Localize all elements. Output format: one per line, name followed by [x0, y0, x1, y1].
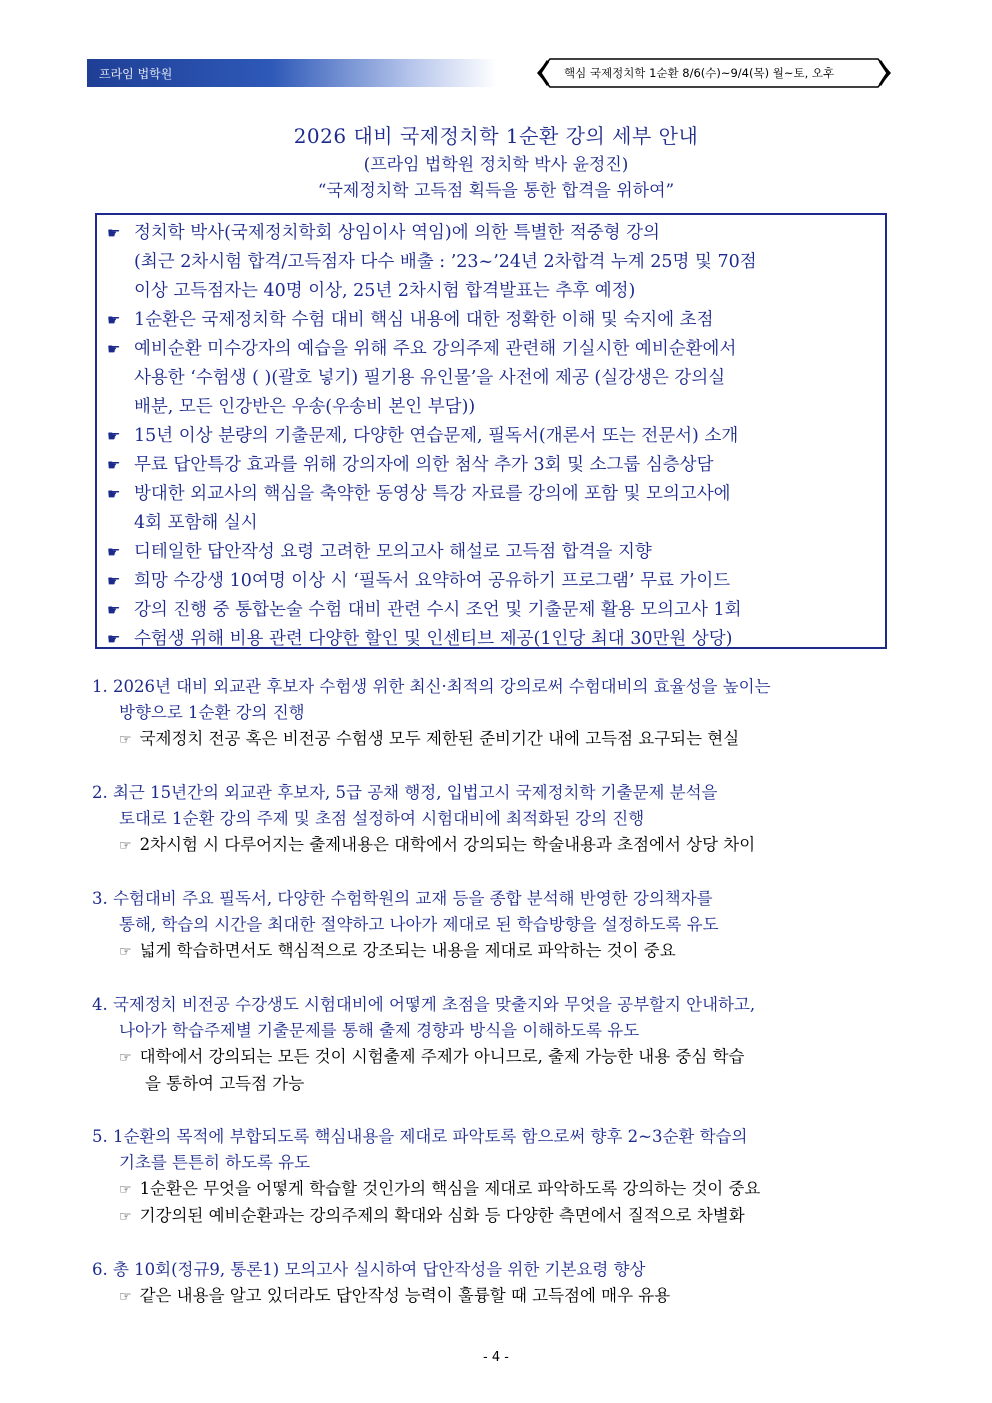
highlight-text: 무료 답안특강 효과를 위해 강의자에 의한 첨삭 추가 3회 및 소그룹 심층상담	[134, 455, 714, 475]
detail-item	[92, 1257, 892, 1310]
pointing-hand-icon: ☛	[107, 485, 121, 503]
pointing-hand-outline-icon: ☞	[119, 838, 132, 854]
detail-heading-line: 토대로 1순환 강의 주제 및 초점 설정하여 시험대비에 최적화된 강의 진행	[119, 809, 645, 828]
highlight-text: 정치학 박사(국제정치학회 상임이사 역임)에 의한 특별한 적중형 강의	[134, 223, 660, 243]
highlight-text: 수험생 위해 비용 관련 다양한 할인 및 인센티브 제공(1인당 최대 30만원 상당)	[134, 629, 733, 649]
pointing-hand-outline-icon: ☞	[119, 944, 132, 960]
detail-note-text: 기강의된 예비순환과는 강의주제의 확대와 심화 등 다양한 측면에서 질적으로 차별화	[139, 1206, 745, 1225]
pointing-hand-outline-icon: ☞	[119, 1182, 132, 1198]
pointing-hand-icon: ☛	[107, 224, 121, 242]
detail-heading-line: 6. 총 10회(정규9, 통론1) 모의고사 실시하여 답안작성을 위한 기본요령 향상	[92, 1260, 646, 1279]
highlight-line	[107, 335, 885, 364]
highlight-line	[107, 625, 885, 654]
detail-heading-line: 2. 최근 15년간의 외교관 후보자, 5급 공채 행정, 입법고시 국제정치학 기출문제 분석을	[92, 783, 718, 802]
detail-note-line	[92, 726, 892, 753]
pointing-hand-icon: ☛	[107, 630, 121, 648]
detail-heading-line: 3. 수험대비 주요 필독서, 다양한 수험학원의 교재 등을 종합 분석해 반영한 강의책자를	[92, 889, 713, 908]
header-course-label: 핵심 국제정치학 1순환 8/6(수)~9/4(목) 월~토, 오후	[564, 66, 835, 80]
highlight-line	[107, 480, 885, 509]
pointing-hand-icon: ☛	[107, 427, 121, 445]
pointing-hand-icon: ☛	[107, 543, 121, 561]
highlight-text: 이상 고득점자는 40명 이상, 25년 2차시험 합격발표는 추후 예정)	[134, 281, 636, 301]
detail-note-text: 넓게 학습하면서도 핵심적으로 강조되는 내용을 제대로 파악하는 것이 중요	[139, 941, 676, 960]
highlight-text: 희망 수강생 10여명 이상 시 ‘필독서 요약하여 공유하기 프로그램’ 무료 가이드	[134, 571, 731, 591]
detail-note-text: 대학에서 강의되는 모든 것이 시험출제 주제가 아니므로, 출제 가능한 내용 중심 학습	[139, 1047, 745, 1066]
header-brand-label: 프라임 법학원	[99, 66, 173, 81]
header-course-tag	[536, 58, 892, 88]
highlight-text: 배분, 모든 인강반은 우송(우송비 본인 부담))	[134, 397, 476, 417]
detail-heading-line: 기초를 튼튼히 하도록 유도	[119, 1153, 311, 1172]
detail-heading-line: 5. 1순환의 목적에 부합되도록 핵심내용을 제대로 파악토록 함으로써 향후 2~3순환 학습의	[92, 1127, 748, 1146]
pointing-hand-icon: ☛	[107, 311, 121, 329]
detail-note-line	[92, 1071, 892, 1097]
title-line-1: 2026 대비 국제정치학 1순환 강의 세부 안내	[293, 124, 699, 148]
highlight-text: 사용한 ‘수험생 ( )(괄호 넣기) 필기용 유인물’을 사전에 제공 (실강생은 강의실	[134, 368, 726, 388]
detail-heading-line: 1. 2026년 대비 외교관 후보자 수험생 위한 최신·최적의 강의로써 수험대비의 효율성을 높이는	[92, 677, 771, 696]
pointing-hand-outline-icon: ☞	[119, 1289, 132, 1305]
pointing-hand-icon: ☛	[107, 340, 121, 358]
highlight-line	[107, 393, 885, 422]
detail-note-text: 국제정치 전공 혹은 비전공 수험생 모두 제한된 준비기간 내에 고득점 요구되는 현실	[139, 729, 740, 748]
title-line-3: “국제정치학 고득점 획득을 통한 합격을 위하여”	[317, 181, 675, 201]
detail-note-text: 1순환은 무엇을 어떻게 학습할 것인가의 핵심을 제대로 파악하도록 강의하는 것이 중요	[139, 1179, 761, 1198]
highlight-text: (최근 2차시험 합격/고득점자 다수 배출 : ’23~’24년 2차합격 누계 25명 및 70점	[134, 252, 757, 272]
highlight-text: 4회 포함해 실시	[134, 513, 258, 533]
detail-note-line	[92, 1176, 892, 1203]
highlight-line	[107, 509, 885, 538]
pointing-hand-outline-icon: ☞	[119, 1050, 132, 1066]
detail-note-line	[92, 938, 892, 965]
detail-item	[92, 992, 892, 1097]
detail-note-text: 을 통하여 고득점 가능	[145, 1074, 305, 1093]
detail-heading-line: 통해, 학습의 시간을 최대한 절약하고 나아가 제대로 된 학습방향을 설정하도록 유도	[119, 915, 719, 934]
highlight-text: 1순환은 국제정치학 수험 대비 핵심 내용에 대한 정확한 이해 및 숙지에 초점	[134, 310, 714, 330]
title-line-2: (프라임 법학원 정치학 박사 윤정진)	[363, 155, 629, 175]
highlights-box	[95, 213, 887, 649]
highlight-line	[107, 277, 885, 306]
detail-note-line	[92, 1283, 892, 1310]
highlight-line	[107, 422, 885, 451]
detail-item	[92, 780, 892, 859]
highlight-text: 15년 이상 분량의 기출문제, 다양한 연습문제, 필독서(개론서 또는 전문서) 소개	[134, 426, 739, 446]
highlight-text: 디테일한 답안작성 요령 고려한 모의고사 해설로 고득점 합격을 지향	[134, 542, 652, 562]
pointing-hand-icon: ☛	[107, 601, 121, 619]
detail-note-text: 같은 내용을 알고 있더라도 답안작성 능력이 훌륭할 때 고득점에 매우 유용	[139, 1286, 671, 1305]
detail-item	[92, 674, 892, 753]
detail-heading-line: 나아가 학습주제별 기출문제를 통해 출제 경향과 방식을 이해하도록 유도	[119, 1021, 640, 1040]
pointing-hand-icon: ☛	[107, 456, 121, 474]
highlight-text: 강의 진행 중 통합논술 수험 대비 관련 수시 조언 및 기출문제 활용 모의고사 1회	[134, 600, 742, 620]
detail-heading-line: 4. 국제정치 비전공 수강생도 시험대비에 어떻게 초점을 맞출지와 무엇을 공부할지 안내하고,	[92, 995, 756, 1014]
highlight-text: 예비순환 미수강자의 예습을 위해 주요 강의주제 관련해 기실시한 예비순환에서	[134, 339, 737, 359]
page-number: - 4 -	[483, 1350, 509, 1365]
detail-item	[92, 1124, 892, 1230]
highlight-line	[107, 219, 885, 248]
pointing-hand-icon: ☛	[107, 572, 121, 590]
pointing-hand-outline-icon: ☞	[119, 732, 132, 748]
detail-note-line	[92, 832, 892, 859]
highlight-line	[107, 567, 885, 596]
detail-note-text: 2차시험 시 다루어지는 출제내용은 대학에서 강의되는 학술내용과 초점에서 상당 차이	[139, 835, 756, 854]
course-details-list	[92, 674, 892, 1337]
header-brand-bar	[87, 59, 497, 87]
highlight-text: 방대한 외교사의 핵심을 축약한 동영상 특강 자료를 강의에 포함 및 모의고사에	[134, 484, 731, 504]
highlight-line	[107, 248, 885, 277]
detail-item	[92, 886, 892, 965]
highlight-line	[107, 364, 885, 393]
detail-note-line	[92, 1203, 892, 1230]
detail-note-line	[92, 1044, 892, 1071]
document-title	[0, 120, 992, 204]
highlight-line	[107, 306, 885, 335]
detail-heading-line: 방향으로 1순환 강의 진행	[119, 703, 305, 722]
highlight-line	[107, 451, 885, 480]
pointing-hand-outline-icon: ☞	[119, 1209, 132, 1225]
highlight-line	[107, 538, 885, 567]
highlight-line	[107, 596, 885, 625]
